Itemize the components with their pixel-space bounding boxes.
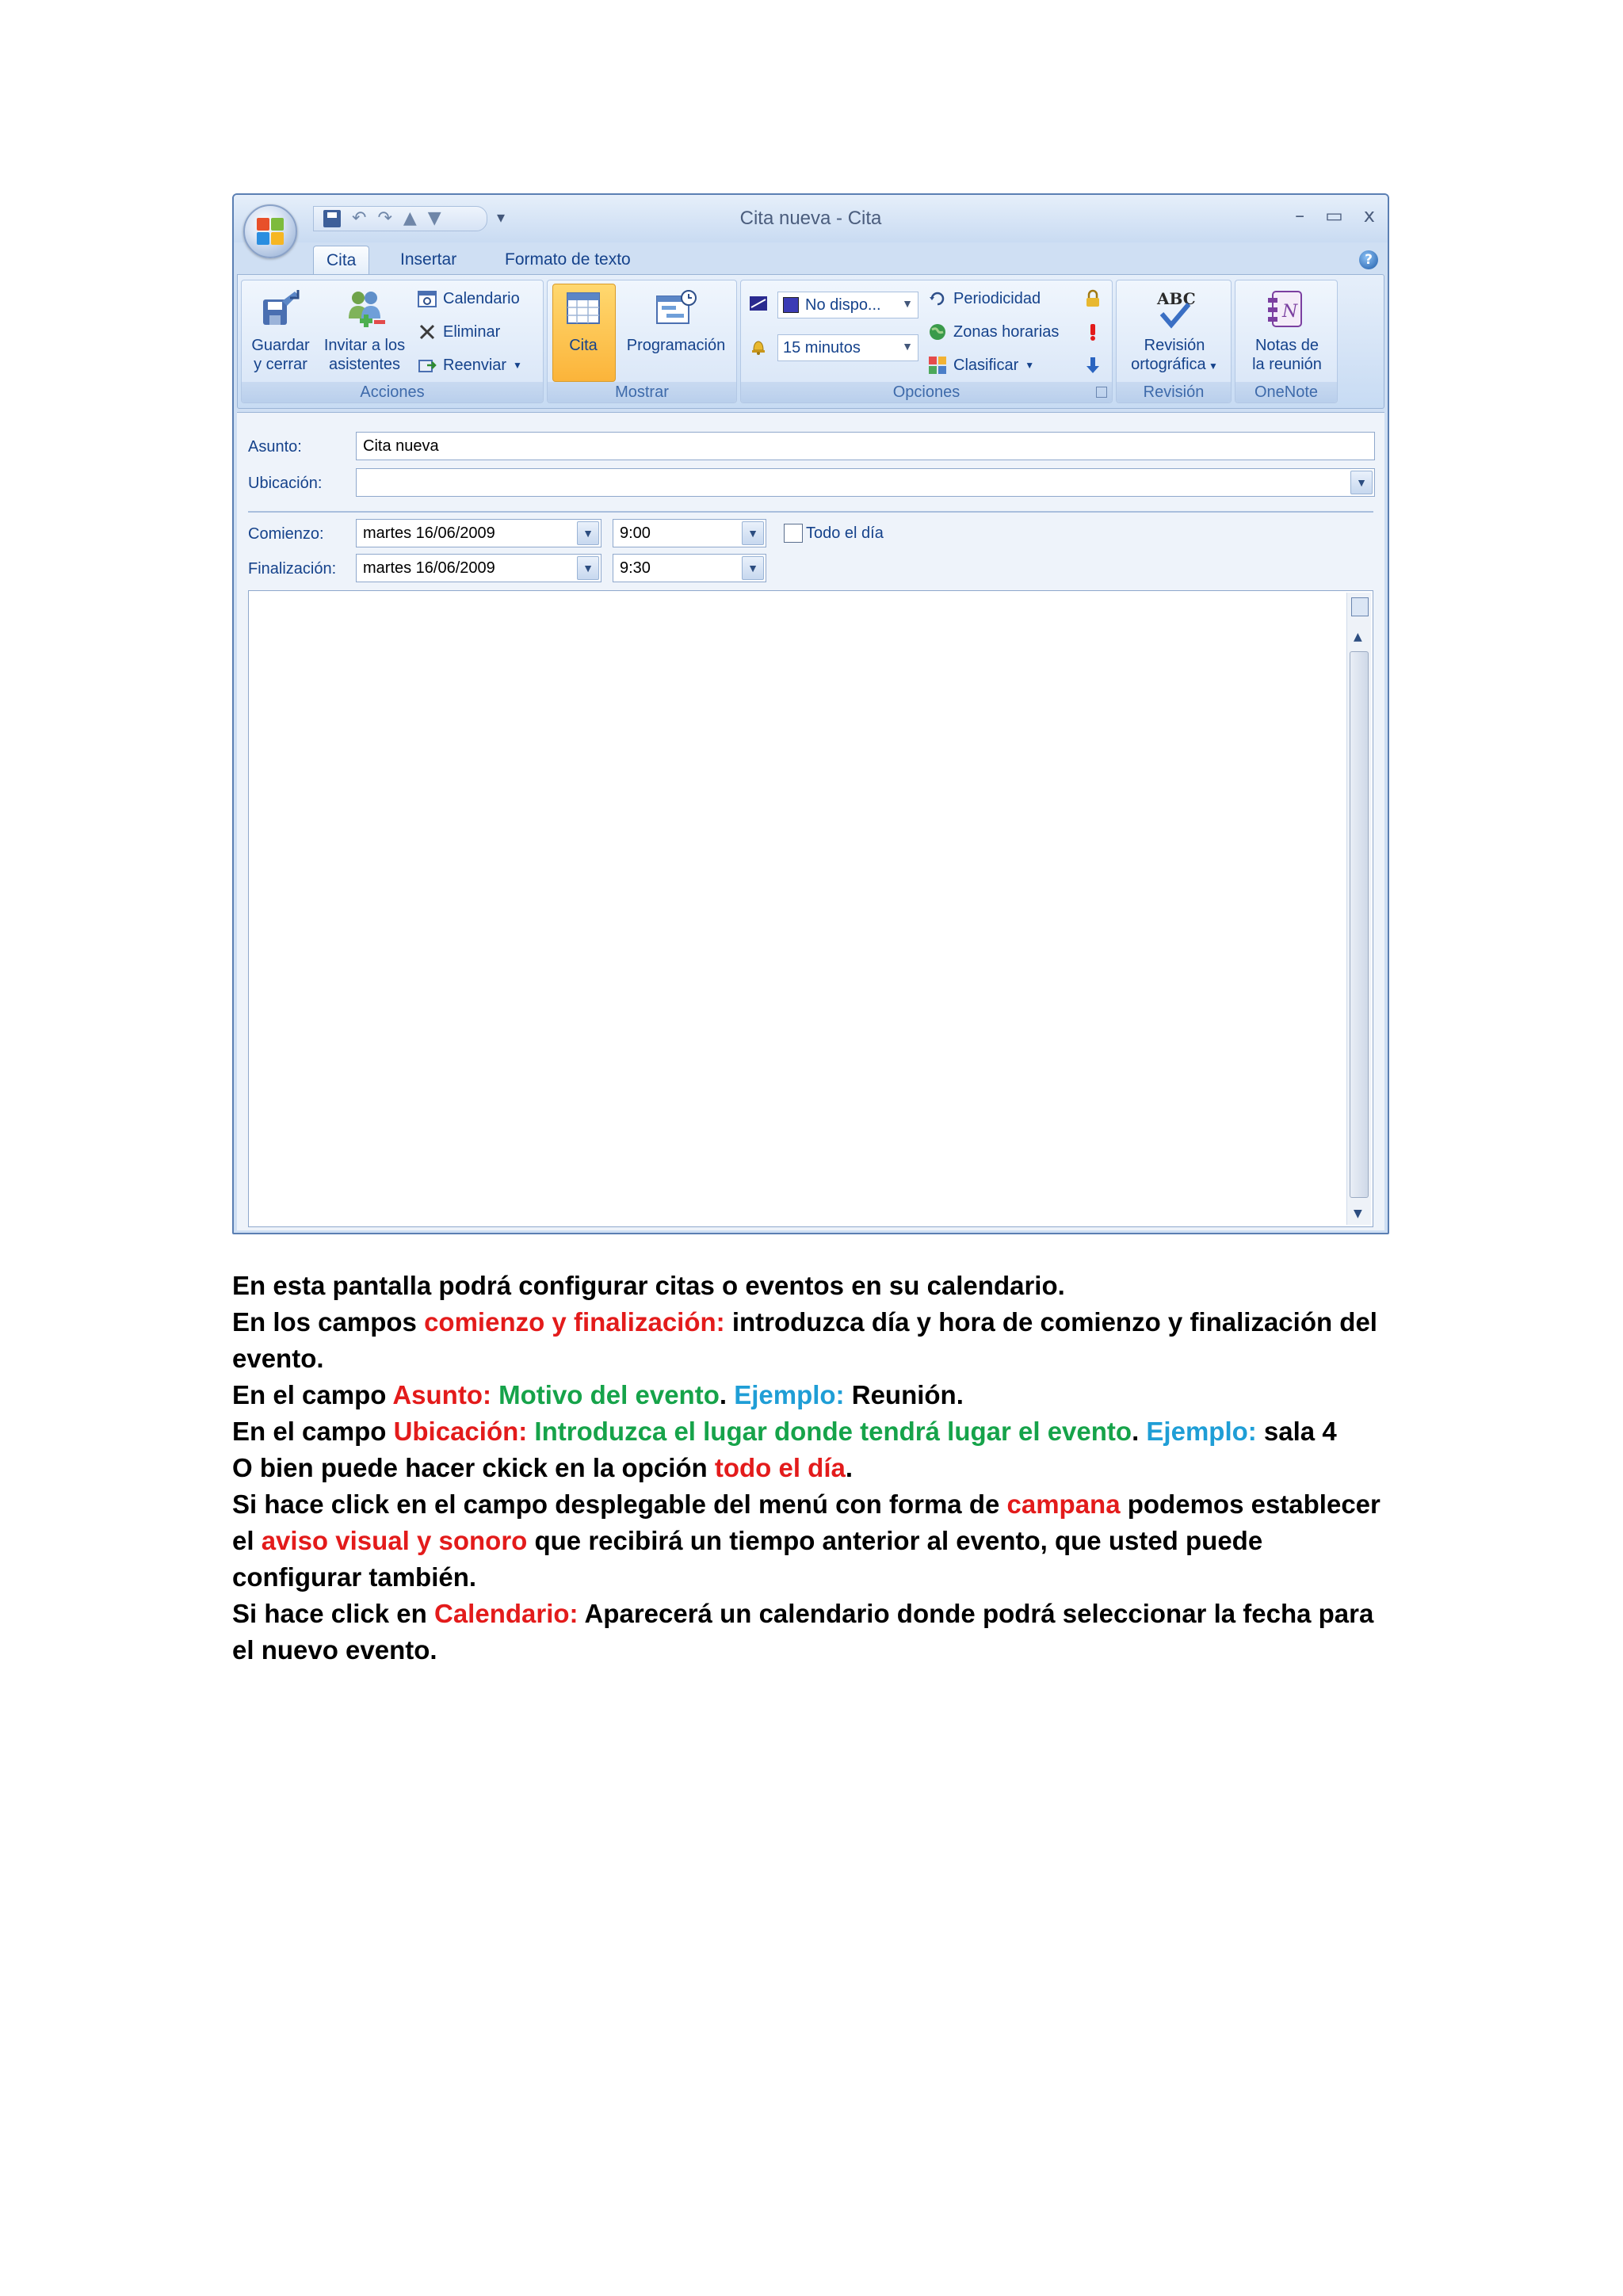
group-label-acciones: Acciones: [242, 382, 543, 402]
spelling-dropdown-icon: ▼: [1205, 360, 1218, 372]
ruler-toggle-icon[interactable]: [1351, 597, 1369, 616]
finalizacion-date-dropdown-icon[interactable]: ▼: [577, 556, 599, 580]
group-label-onenote: OneNote: [1235, 382, 1337, 402]
comienzo-time-dropdown-icon[interactable]: ▼: [742, 521, 764, 545]
maximize-button[interactable]: ▭: [1325, 204, 1343, 227]
finalizacion-label: Finalización:: [248, 560, 337, 578]
chevron-down-icon: ▼: [902, 297, 913, 310]
instruction-line-6: [232, 1486, 1397, 1596]
eliminar-label: Eliminar: [443, 322, 501, 341]
ribbon-tabs: [234, 242, 1388, 274]
show-as-color-icon: [749, 292, 768, 315]
spelling-label-1: Revisión: [1144, 337, 1205, 354]
scroll-thumb[interactable]: [1350, 651, 1369, 1198]
instructions-text: [232, 1268, 1397, 1669]
instruction-2-c: introduzca día y hora de comienzo y finalización del evento.: [232, 1307, 1377, 1373]
instruction-line-3: [232, 1377, 1397, 1413]
clasificar-label: Clasificar: [953, 356, 1019, 374]
save-and-close-label-2: y cerrar: [254, 356, 307, 373]
low-importance-icon: [1083, 356, 1102, 375]
tab-cita[interactable]: Cita: [313, 246, 369, 275]
instruction-7-c: Aparecerá un calendario donde podrá seleccionar la fecha para el nuevo evento.: [232, 1599, 1374, 1665]
scheduling-icon: [654, 287, 698, 331]
instruction-3-field: Asunto:: [392, 1380, 491, 1409]
forward-icon: [418, 356, 437, 375]
instruction-4-example-label: Ejemplo:: [1146, 1417, 1257, 1446]
title-bar: [234, 195, 1388, 242]
save-and-close-icon: [258, 287, 303, 331]
instruction-4-example: sala 4: [1256, 1417, 1337, 1446]
instruction-4-field: Ubicación:: [393, 1417, 528, 1446]
group-mostrar: [547, 280, 737, 403]
instruction-line-7: [232, 1596, 1397, 1669]
reminder-bell: [749, 334, 768, 358]
instruction-5-highlight: todo el día: [714, 1453, 846, 1482]
next-item-icon[interactable]: ▼: [427, 208, 441, 228]
spelling-label-2-text: ortográfica: [1131, 356, 1206, 373]
invite-attendees-label-2: asistentes: [328, 356, 401, 373]
instruction-6-c: podemos establecer el: [232, 1489, 1381, 1555]
comienzo-date-dropdown-icon[interactable]: ▼: [577, 521, 599, 545]
zonas-horarias-label: Zonas horarias: [953, 322, 1060, 341]
instruction-3-desc: Motivo del evento: [491, 1380, 720, 1409]
comienzo-date-picker[interactable]: [356, 519, 601, 547]
instruction-7-highlight: Calendario:: [433, 1599, 579, 1628]
ribbon-body: [237, 274, 1384, 409]
eliminar-button[interactable]: [418, 320, 500, 344]
group-label-revision: Revisión: [1117, 382, 1231, 402]
invite-attendees-icon: [342, 287, 387, 331]
group-onenote: [1235, 280, 1338, 403]
instruction-7-a: Si hace click en: [232, 1599, 434, 1628]
instruction-6-highlight-2: aviso visual y sonoro: [261, 1526, 528, 1555]
opciones-dialog-launcher-icon[interactable]: [1096, 387, 1107, 398]
tab-insertar[interactable]: Insertar: [400, 250, 457, 269]
spelling-check-icon: [1152, 287, 1197, 331]
busy-color-icon: [783, 297, 799, 313]
meeting-notes-button[interactable]: [1239, 287, 1335, 374]
tab-formato-de-texto[interactable]: Formato de texto: [505, 250, 631, 269]
finalizacion-time-value: 9:30: [620, 559, 651, 577]
cita-view-label: Cita: [569, 337, 598, 354]
cita-view-button[interactable]: [552, 287, 614, 355]
invite-attendees-label-1: Invitar a los: [323, 337, 406, 354]
instruction-line-2: [232, 1304, 1397, 1377]
save-and-close-label-1: Guardar: [251, 337, 310, 354]
reminder-dropdown[interactable]: [777, 334, 918, 361]
finalizacion-date-value: martes 16/06/2009: [363, 559, 495, 577]
instruction-4-a: En el campo: [232, 1417, 394, 1446]
scroll-down-icon[interactable]: ▼: [1354, 1207, 1362, 1220]
instruction-6-highlight-1: campana: [1006, 1489, 1121, 1519]
instruction-1-text: En esta pantalla podrá configurar citas o eventos en su calendario.: [232, 1271, 1065, 1300]
ubicacion-label: Ubicación:: [248, 475, 323, 492]
instruction-2-highlight: comienzo y finalización:: [424, 1307, 725, 1337]
finalizacion-date-picker[interactable]: [356, 554, 601, 582]
instruction-3-sep: .: [719, 1380, 735, 1409]
customize-toolbar-icon[interactable]: ▾: [497, 208, 506, 227]
group-acciones: [241, 280, 544, 403]
help-icon[interactable]: ?: [1359, 250, 1378, 269]
undo-icon[interactable]: ↶: [352, 208, 367, 228]
asunto-label: Asunto:: [248, 438, 302, 456]
appointment-form: [237, 412, 1384, 1230]
recurrence-icon: [928, 289, 947, 308]
calendario-button[interactable]: [418, 287, 520, 311]
outlook-appointment-window: [232, 193, 1389, 1234]
finalizacion-time-picker[interactable]: [613, 554, 766, 582]
calendar-icon: [418, 289, 437, 308]
group-opciones: [740, 280, 1113, 403]
redo-icon[interactable]: ↷: [377, 208, 392, 228]
body-scrollbar[interactable]: [1346, 593, 1371, 1225]
comienzo-label: Comienzo:: [248, 525, 324, 543]
reenviar-button[interactable]: [418, 353, 522, 377]
high-importance-icon: [1083, 322, 1102, 341]
periodicidad-label: Periodicidad: [953, 289, 1041, 307]
close-button[interactable]: x: [1363, 204, 1375, 227]
reminder-value: 15 minutos: [783, 338, 861, 357]
todo-el-dia-checkbox[interactable]: [784, 524, 803, 543]
finalizacion-time-dropdown-icon[interactable]: ▼: [742, 556, 764, 580]
spelling-label-2: [1120, 355, 1229, 376]
instruction-line-5: [232, 1450, 1397, 1486]
asunto-input[interactable]: Cita nueva: [356, 432, 1375, 460]
window-title: Cita nueva - Cita: [739, 208, 882, 229]
clasificar-dropdown-icon: ▼: [1025, 360, 1035, 371]
instruction-3-example-label: Ejemplo:: [734, 1380, 845, 1409]
instruction-6-a: Si hace click en el campo desplegable del menú con forma de: [232, 1489, 1007, 1519]
office-logo-icon: [257, 218, 284, 245]
instruction-2-a: En los campos: [232, 1307, 425, 1337]
comienzo-time-value: 9:00: [620, 524, 651, 542]
instruction-4-desc: Introduzca el lugar donde tendrá lugar el evento: [527, 1417, 1132, 1446]
private-button[interactable]: [1083, 287, 1102, 311]
programacion-label: Programación: [626, 337, 726, 354]
comienzo-time-picker[interactable]: [613, 519, 766, 547]
programacion-button[interactable]: [621, 287, 731, 355]
group-revision: [1116, 280, 1232, 403]
chevron-down-icon: ▼: [902, 340, 913, 353]
minimize-button[interactable]: –: [1295, 204, 1305, 227]
instruction-3-a: En el campo: [232, 1380, 393, 1409]
group-label-mostrar: Mostrar: [548, 382, 736, 402]
spelling-button[interactable]: [1120, 287, 1229, 376]
previous-item-icon[interactable]: ▲: [403, 208, 417, 228]
low-importance-button[interactable]: [1083, 353, 1102, 377]
clasificar-button[interactable]: [928, 353, 1034, 377]
lock-icon: [1083, 289, 1102, 308]
svg-text:N: N: [1282, 302, 1298, 322]
ubicacion-dropdown-icon[interactable]: ▼: [1350, 471, 1373, 494]
onenote-icon: [1265, 287, 1309, 331]
form-divider: [248, 511, 1373, 513]
reenviar-label: Reenviar: [443, 356, 507, 374]
svg-text:ABC: ABC: [1157, 289, 1196, 308]
ubicacion-input[interactable]: [356, 468, 1375, 497]
scroll-up-icon[interactable]: ▲: [1354, 631, 1362, 643]
calendario-label: Calendario: [443, 289, 520, 307]
show-as-icon: [749, 294, 768, 313]
meeting-notes-label-1: Notas de: [1254, 337, 1319, 354]
invite-attendees-button[interactable]: [318, 287, 411, 374]
categorize-icon: [928, 356, 947, 375]
meeting-notes-label-2: la reunión: [1252, 356, 1322, 373]
office-button[interactable]: [243, 204, 297, 258]
instruction-4-sep: .: [1132, 1417, 1147, 1446]
instruction-line-4: [232, 1413, 1397, 1450]
show-as-dropdown[interactable]: [777, 292, 918, 318]
instruction-5-a: O bien puede hacer ckick en la opción: [232, 1453, 715, 1482]
instruction-3-example: Reunión.: [844, 1380, 964, 1409]
group-label-opciones: Opciones: [741, 382, 1112, 402]
show-as-value: No dispo...: [805, 296, 881, 314]
todo-el-dia-label: Todo el día: [806, 524, 884, 542]
globe-icon: [928, 322, 947, 341]
zonas-horarias-button[interactable]: [928, 320, 1059, 344]
reenviar-dropdown-icon: ▼: [513, 360, 522, 371]
delete-icon: [418, 322, 437, 341]
instruction-6-e: que recibirá un tiempo anterior al evento, que usted puede configurar también.: [232, 1526, 1263, 1592]
save-and-close-button[interactable]: [246, 287, 315, 374]
periodicidad-button[interactable]: [928, 287, 1041, 311]
high-importance-button[interactable]: [1083, 320, 1102, 344]
comienzo-date-value: martes 16/06/2009: [363, 524, 495, 542]
instruction-5-c: .: [845, 1453, 854, 1482]
instruction-line-1: [232, 1268, 1397, 1304]
appointment-icon: [561, 287, 605, 331]
appointment-body-editor[interactable]: [248, 590, 1373, 1227]
bell-icon: [749, 337, 768, 356]
